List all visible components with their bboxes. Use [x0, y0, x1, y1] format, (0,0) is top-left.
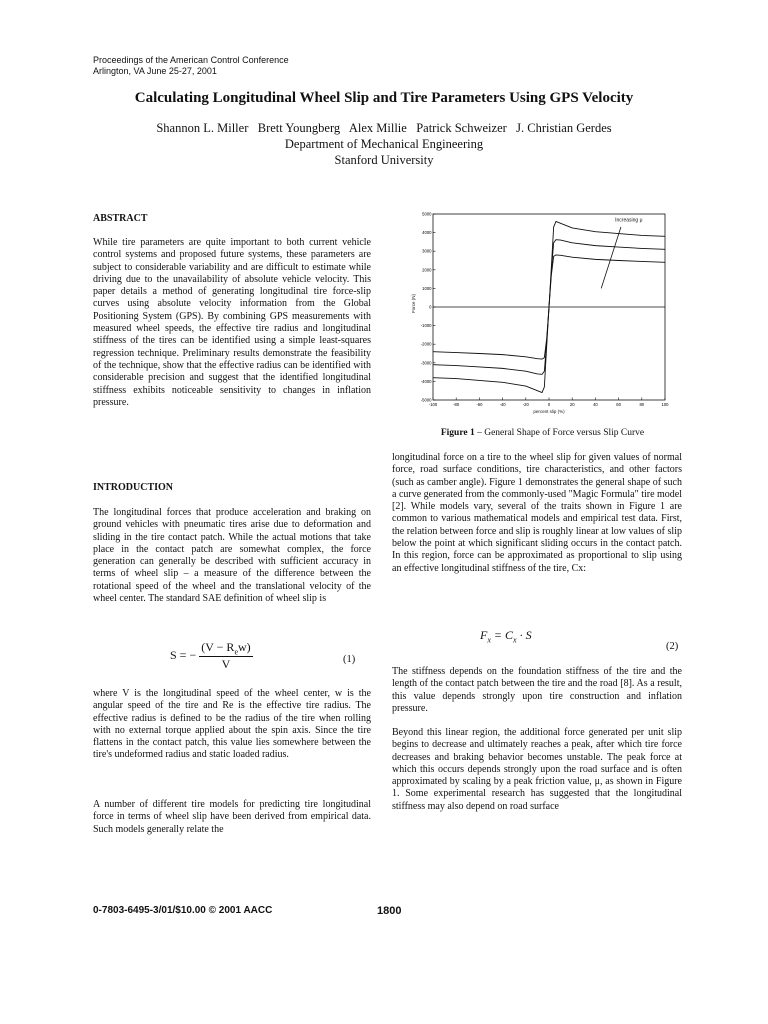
department: Department of Mechanical Engineering — [284, 137, 484, 151]
equation-2-label: (2) — [666, 641, 679, 652]
intro-paragraph-1: The longitudinal forces that produce acceleration and braking on ground vehicles with pneumatic tires arise due to deformation and sliding in the tire contact patch. While the actual motions that take place in the contact patch are somewhat complex, the force generation can generally be described with sufficient accuracy in terms of wheel slip – a measure of the difference between the rotational speed of the wheel and the translational velocity of the wheel center. The standard SAE definition of wheel slip is — [93, 507, 371, 605]
x-tick-label: 0 — [547, 402, 551, 407]
x-tick-label: 20 — [569, 402, 575, 407]
right-paragraph-1: longitudinal force on a tire to the wheel slip for given values of normal force, road surface conditions, tire characteristics, and other factors (such as camber angle). Figure 1 demonstrates the general shape of such a curve generated from the commonly-used "Magic Formula" tire model [2]. While models vary, several of the traits shown in Figure 1 are common to various mathematical models and empirical test data. First, the relation between force and slip is roughly linear at low values of slip below the point at which significant sliding occurs in the contact patch. In this region, force can be approximated as proportional to slip using an effective longitudinal stiffness of the tire, Cx: — [392, 452, 683, 574]
proceedings-line-2: Arlington, VA June 25-27, 2001 — [93, 66, 217, 76]
x-tick-label: 40 — [593, 402, 598, 407]
y-tick-label: 2000 — [422, 267, 432, 273]
eq2-sub-2: x — [513, 635, 517, 645]
y-tick-label: -1000 — [420, 323, 432, 329]
right-paragraph-2: The stiffness depends on the foundation stiffness of the tire and the length of the contact patch between the tire and the road [8]. As a result, this value depends strongly upon tire construction and inflation pressure. — [392, 666, 682, 714]
abstract-text: While tire parameters are quite important to both current vehicle control systems and proposed future systems, these parameters are subject to considerable variability and are difficult to estimate while driving due to the unavailability of absolute vehicle velocity. This paper details a method of generating longitudinal tire force-slip curves using absolute velocity information from the Global Positioning System (GPS). By combining GPS measurements with measured wheel speeds, the effective tire radius and longitudinal stiffness of the tires can be identified using a simple least-squares regression technique. Preliminary results demonstrate the feasibility of the technique, show that the effective radius can be identified with considerable precision and suggest that the identified longitudinal stiffness exhibits noticeable sensitivity to changes in inflation pressure. — [93, 237, 371, 408]
y-tick-label: -2000 — [420, 341, 432, 347]
y-tick-label: 3000 — [422, 248, 432, 254]
x-tick-label: -20 — [522, 402, 529, 407]
equation-2 — [480, 628, 532, 644]
y-tick-label: 1000 — [422, 285, 432, 291]
university: Stanford University — [334, 153, 434, 167]
y-axis-label: Force (N) — [411, 294, 416, 313]
eq1-lhs: S = − — [170, 647, 197, 662]
x-tick-label: -80 — [453, 402, 460, 407]
x-tick-label: -60 — [476, 402, 483, 407]
equation-1 — [170, 640, 253, 672]
proceedings-line-1: Proceedings of the American Control Conference — [93, 55, 289, 65]
figure-caption-text: – General Shape of Force versus Slip Curve — [474, 428, 645, 438]
eq2-sub-1: x — [487, 635, 491, 645]
x-tick-label: -40 — [499, 402, 506, 407]
x-axis-label: percent slip (%) — [533, 409, 565, 414]
eq2-f: F — [480, 628, 488, 642]
x-tick-label: -100 — [428, 402, 438, 407]
page-number: 1800 — [377, 905, 402, 917]
y-tick-label: 0 — [429, 304, 432, 310]
eq1-fraction — [199, 640, 252, 672]
introduction-heading: INTRODUCTION — [93, 482, 174, 493]
x-tick-label: 100 — [661, 402, 669, 407]
proceedings-header — [93, 55, 289, 77]
x-tick-label: 60 — [616, 402, 621, 407]
eq1-numerator: (V − R — [201, 640, 235, 654]
intro-paragraph-2: where V is the longitudinal speed of the wheel center, w is the angular speed of the tire and Re is the effective tire radius. The effective radius is defined to be the radius of the tire when rolling with no external torque applied about the spin axis. Since the tire flattens in the contact patch, this value lies somewhere between the tire's undeformed radius and static loaded radius. — [93, 688, 371, 761]
eq1-numerator-sub: e — [234, 647, 238, 657]
abstract-heading: ABSTRACT — [93, 213, 148, 224]
figure-caption-label: Figure 1 — [440, 428, 475, 438]
eq1-denominator: V — [221, 657, 231, 672]
equation-1-label: (1) — [343, 654, 356, 665]
y-tick-label: 5000 — [422, 211, 432, 217]
x-tick-label: 80 — [639, 402, 645, 407]
footer-isbn: 0-7803-6495-3/01/$10.00 © 2001 AACC — [93, 905, 273, 916]
paper-title: Calculating Longitudinal Wheel Slip and Tire Parameters Using GPS Velocity — [134, 90, 634, 106]
author-block — [0, 120, 768, 168]
increasing-mu-label: Increasing μ — [615, 217, 643, 224]
eq2-end: · S — [516, 628, 532, 642]
force-slip-chart — [405, 208, 675, 416]
figure-caption — [390, 428, 695, 438]
intro-paragraph-3: A number of different tire models for predicting tire longitudinal force in terms of wheel slip have been derived from empirical data. Such models generally relate the — [93, 799, 371, 835]
right-paragraph-3: Beyond this linear region, the additional force generated per unit slip begins to decrease and ultimately reaches a peak, after which tire force decreases and braking behavior becomes unstable. The peak force at which this occurs depends strongly upon the road surface and is often approximated by scaling by a peak friction value, μ, as shown in Figure 1. Some experimental research has suggested that the longitudinal stiffness may also depend on road surface — [392, 727, 682, 812]
eq2-mid: = C — [490, 628, 514, 642]
y-tick-label: 4000 — [422, 230, 432, 236]
eq1-numerator-end: w) — [238, 640, 251, 654]
increasing-mu-arrow — [601, 227, 621, 288]
y-tick-label: -3000 — [420, 360, 432, 366]
x-ticks — [429, 398, 669, 408]
y-tick-label: -4000 — [420, 378, 432, 384]
y-tick-label: -5000 — [420, 397, 432, 403]
author-names: Shannon L. Miller Brett Youngberg Alex Millie Patrick Schweizer J. Christian Gerdes — [156, 121, 612, 135]
